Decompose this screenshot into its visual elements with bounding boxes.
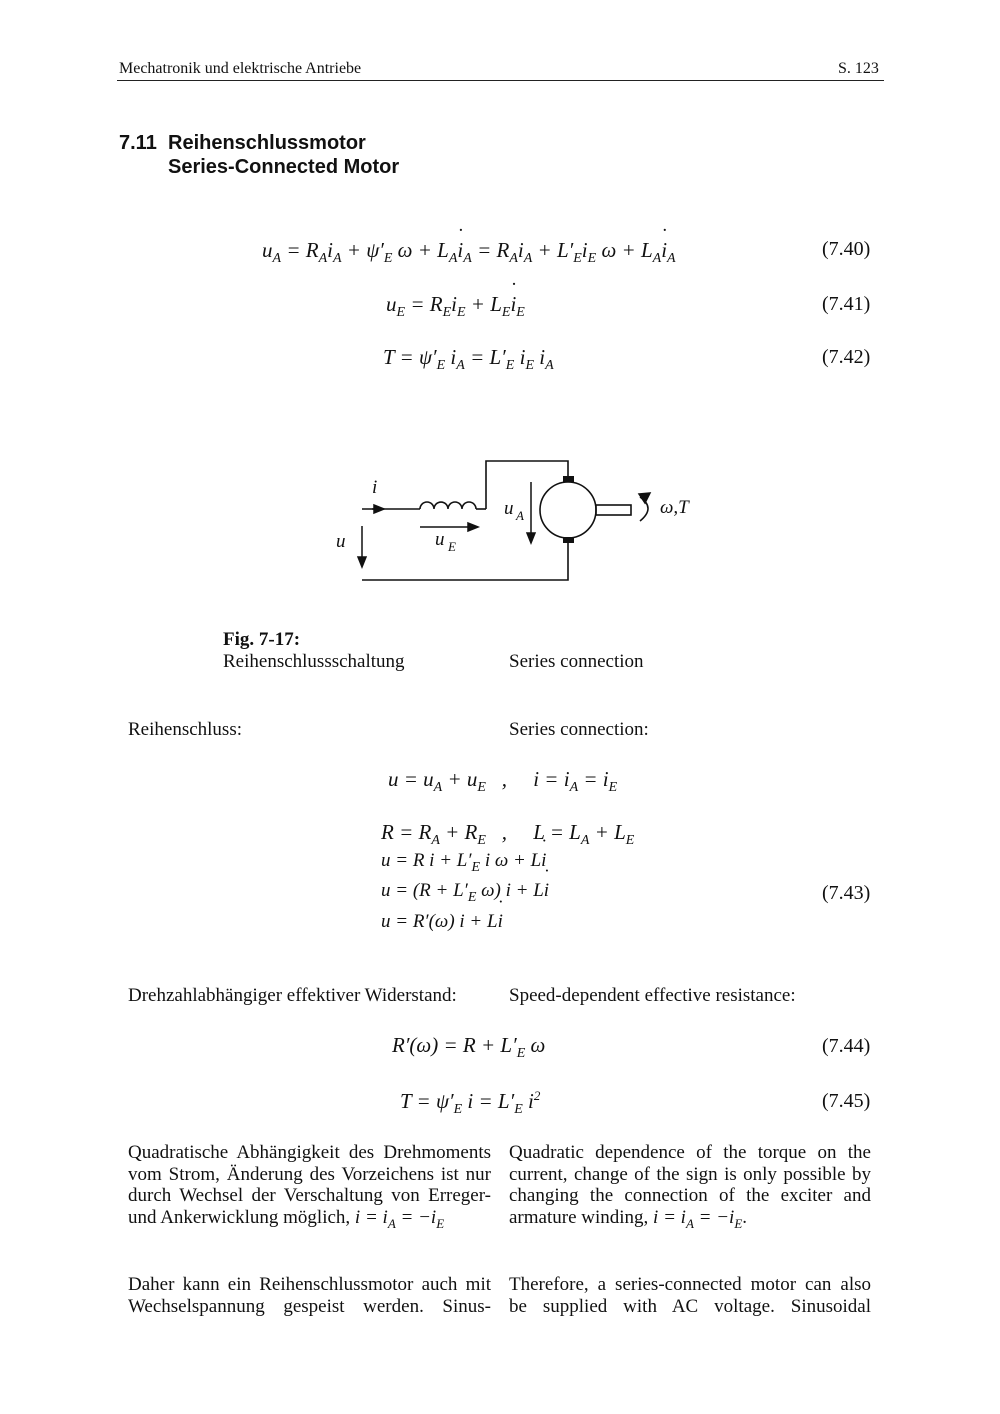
label-uA: u	[504, 498, 514, 519]
label-uA-sub: A	[516, 508, 524, 523]
motor-shaft	[596, 505, 631, 515]
current-arrow-head	[374, 505, 384, 513]
equation-u-line-3: u = R′(ω) i + L˙ i	[381, 911, 503, 933]
equation-7-41: $u_E = R_Ei_E$ + $L_E˙$ $i_E$	[386, 292, 525, 321]
equation-7-42: $T = \psi'_E$ $i_A = L'_E$ $i_E$ $i_A$	[383, 345, 554, 374]
equation-number-7-44: (7.44)	[822, 1035, 871, 1057]
page-number: S. 123	[838, 60, 879, 77]
label-uE-sub: E	[448, 539, 456, 554]
section-number: 7.11	[119, 132, 157, 154]
figure-caption-en: Series connection	[509, 651, 644, 672]
uE-arrow-head	[468, 523, 478, 531]
u-arrow-head	[358, 557, 366, 567]
uA-arrow-head	[527, 533, 535, 543]
label-resistance-de: Drehzahlabhängiger effektiver Widerstand:	[128, 985, 457, 1006]
label-u: u	[336, 531, 346, 552]
section-title-de: Reihenschlussmotor	[168, 132, 366, 154]
series-motor-circuit-diagram	[0, 0, 1000, 620]
label-omega-T: ω,T	[660, 497, 689, 518]
paragraph-quadratic-en: Quadratic dependence of the torque on the current, change of the sign is only possible by changing the connection of the exciter and armature winding, $i = i_A = -i_E$.	[509, 1142, 871, 1231]
equation-7-44: $R'(\omega) = R + L'_E$ ω	[392, 1033, 546, 1062]
paragraph-quadratic-en-text: Quadratic dependence of the torque on the current, change of the sign is only possible by changing the connection of the exciter and armature winding,	[509, 1142, 871, 1228]
equation-7-45: $T = \psi'_E$ $i = L'_E$ $i^2$	[400, 1088, 541, 1118]
equation-r-l-sum: $R = R_A + R_E$ , $L = L_A + L_E$	[381, 820, 635, 849]
equation-number-7-42: (7.42)	[822, 346, 871, 368]
section-title-en: Series-Connected Motor	[168, 156, 400, 178]
paragraph-ac-supply-en: Therefore, a series-connected motor can also be supplied with AC voltage. Sinusoidal	[509, 1274, 871, 1317]
label-resistance-en: Speed-dependent effective resistance:	[509, 985, 796, 1006]
equation-7-40: $u_A = R_Ai_A + \psi'_E$ $\omega + L_A˙$ $i_A = R_Ai_A + L'_Ei_E$ $\omega + L_A˙$ $i_A$	[262, 238, 676, 267]
equation-u-line-2: $u = (R + L'_E$ ω) i + L˙ i	[381, 880, 549, 906]
running-header-title: Mechatronik und elektrische Antriebe	[119, 60, 362, 77]
equation-number-7-45: (7.45)	[822, 1090, 871, 1112]
equation-number-7-41: (7.41)	[822, 293, 871, 315]
label-series-connection: Series connection:	[509, 719, 649, 740]
paragraph-quadratic-de: Quadratische Abhängigkeit des Drehmoments vom Strom, Änderung des Vorzeichens ist nur durch Wechsel der Verschaltung von Erreger- und Ankerwicklung möglich, $i = i_A = -i_E$	[128, 1142, 491, 1231]
field-winding-coil	[420, 502, 476, 509]
equation-voltage-current-sum: $u = u_A + u_E$ , $i = i_A = i_E$	[388, 767, 618, 796]
equation-u-line-1: u = R $i + L'_E$ i ω + L˙ i	[381, 850, 546, 876]
paragraph-quadratic-de-text: Quadratische Abhängigkeit des Drehmoments vom Strom, Änderung des Vorzeichens ist nur durch Wechsel der Verschaltung von Erreger- und Ankerwicklung möglich,	[128, 1142, 491, 1228]
figure-caption-number: Fig. 7-17:	[223, 629, 301, 650]
equation-number-7-43: (7.43)	[822, 882, 871, 904]
paragraph-ac-supply-de: Daher kann ein Reihenschlussmotor auch mit Wechselspannung gespeist werden. Sinus-	[128, 1274, 491, 1317]
equation-number-7-40: (7.40)	[822, 238, 871, 260]
label-uE: u	[435, 529, 445, 550]
upper-brush	[563, 476, 574, 482]
label-reihenschluss: Reihenschluss:	[128, 719, 242, 740]
motor-armature-circle	[540, 482, 596, 538]
label-i: i	[372, 477, 378, 498]
lower-brush	[563, 537, 574, 543]
figure-caption-de: Reihenschlussschaltung	[223, 651, 405, 672]
bottom-wire	[362, 543, 568, 580]
